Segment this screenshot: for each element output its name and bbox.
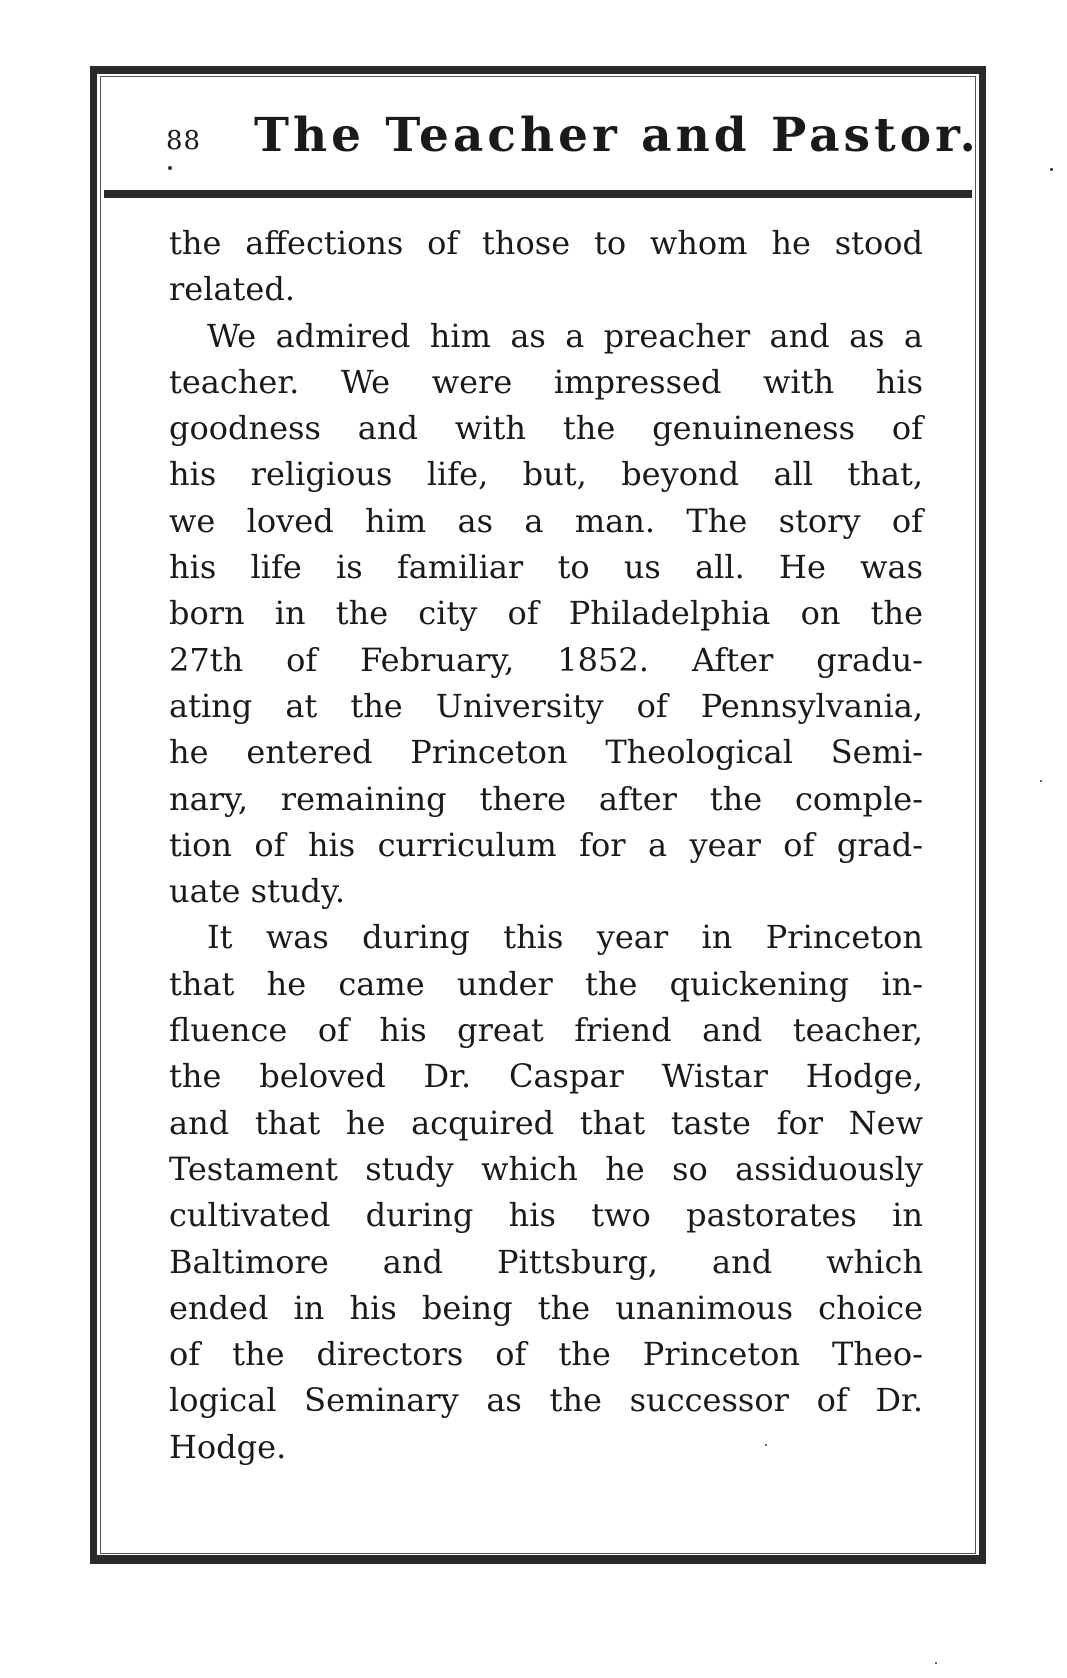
print-speck: [1050, 168, 1053, 171]
text-line: tion of his curriculum for a year of grad-: [169, 825, 923, 864]
body-text: [169, 220, 923, 1470]
text-line: Baltimore and Pittsburg, and which: [169, 1242, 923, 1281]
text-line: cultivated during his two pastorates in: [169, 1196, 923, 1235]
text-line: Testament study which he so assiduously: [169, 1149, 923, 1188]
page-border-frame: [90, 66, 986, 1564]
text-line: nary, remaining there after the comple-: [169, 779, 923, 818]
print-speck: [765, 1444, 767, 1446]
text-line: his life is familiar to us all. He was: [169, 548, 923, 587]
page-number: 88: [166, 126, 202, 156]
text-line: goodness and with the genuineness of: [169, 409, 923, 448]
text-line: he entered Princeton Theological Semi-: [169, 733, 923, 772]
text-line: of the directors of the Princeton Theo-: [169, 1335, 923, 1374]
text-line: and that he acquired that taste for New: [169, 1103, 923, 1142]
print-speck: [1040, 780, 1042, 782]
text-line: uate study.: [169, 872, 346, 911]
text-line: the beloved Dr. Caspar Wistar Hodge,: [169, 1057, 923, 1096]
running-title: The Teacher and Pastor.: [254, 108, 980, 163]
text-line: It was during this year in Princeton: [207, 918, 923, 957]
text-line: fluence of his great friend and teacher,: [169, 1011, 923, 1050]
text-line: 27th of February, 1852. After gradu-: [169, 640, 923, 679]
text-line: We admired him as a preacher and as a: [207, 316, 923, 355]
text-line: Hodge.: [169, 1427, 287, 1466]
text-line: ended in his being the unanimous choice: [169, 1288, 923, 1327]
text-line: we loved him as a man. The story of: [169, 501, 923, 540]
text-line: logical Seminary as the successor of Dr.: [169, 1381, 923, 1420]
text-line: teacher. We were impressed with his: [169, 362, 923, 401]
print-speck: [168, 166, 172, 170]
text-line: the affections of those to whom he stood: [169, 224, 923, 262]
text-line: related.: [169, 270, 295, 309]
print-speck: [935, 1662, 937, 1664]
text-line: that he came under the quickening in-: [169, 964, 923, 1003]
running-header: [104, 74, 980, 198]
text-line: his religious life, but, beyond all that,: [169, 455, 923, 494]
text-line: born in the city of Philadelphia on the: [169, 594, 923, 633]
text-line: ating at the University of Pennsylvania,: [169, 686, 923, 725]
